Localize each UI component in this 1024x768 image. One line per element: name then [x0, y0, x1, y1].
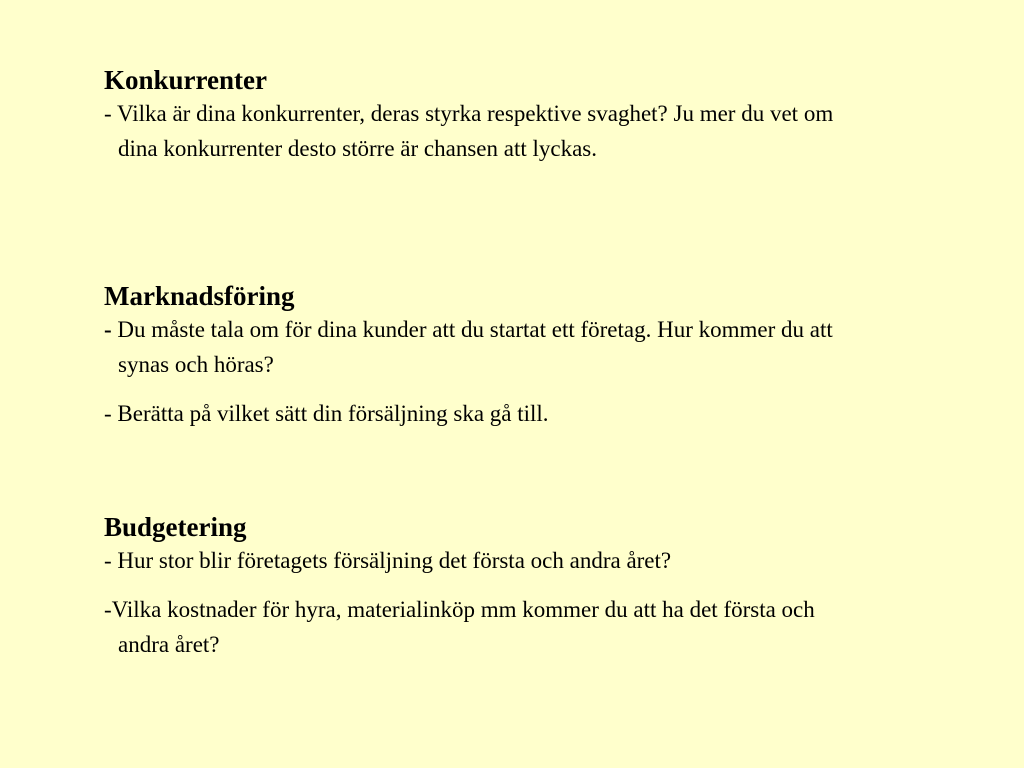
section-konkurrenter — [104, 64, 864, 166]
konkurrenter-text: - Vilka är dina konkurrenter, deras styrka respektive svaghet? Ju mer du vet om dina konkurrenter desto större är chansen att lyckas. — [104, 101, 834, 161]
marknadsforing-text-1-body: Du måste tala om för dina kunder att du startat ett företag. Hur kommer du att synas och höras? — [111, 317, 833, 377]
section-marknadsforing — [104, 280, 864, 431]
bullet-dash: - — [104, 317, 112, 342]
heading-budgetering: Budgetering — [104, 512, 247, 542]
section-budgetering — [104, 511, 864, 662]
marknadsforing-text-1 — [104, 312, 864, 382]
heading-konkurrenter: Konkurrenter — [104, 65, 267, 95]
budgetering-text-1: - Hur stor blir företagets försäljning det första och andra året? — [104, 548, 672, 573]
budgetering-text-2: -Vilka kostnader för hyra, materialinköp mm kommer du att ha det första och andra året? — [104, 597, 815, 657]
marknadsforing-text-2: - Berätta på vilket sätt din försäljning ska gå till. — [104, 401, 549, 426]
heading-marknadsforing: Marknadsföring — [104, 281, 295, 311]
